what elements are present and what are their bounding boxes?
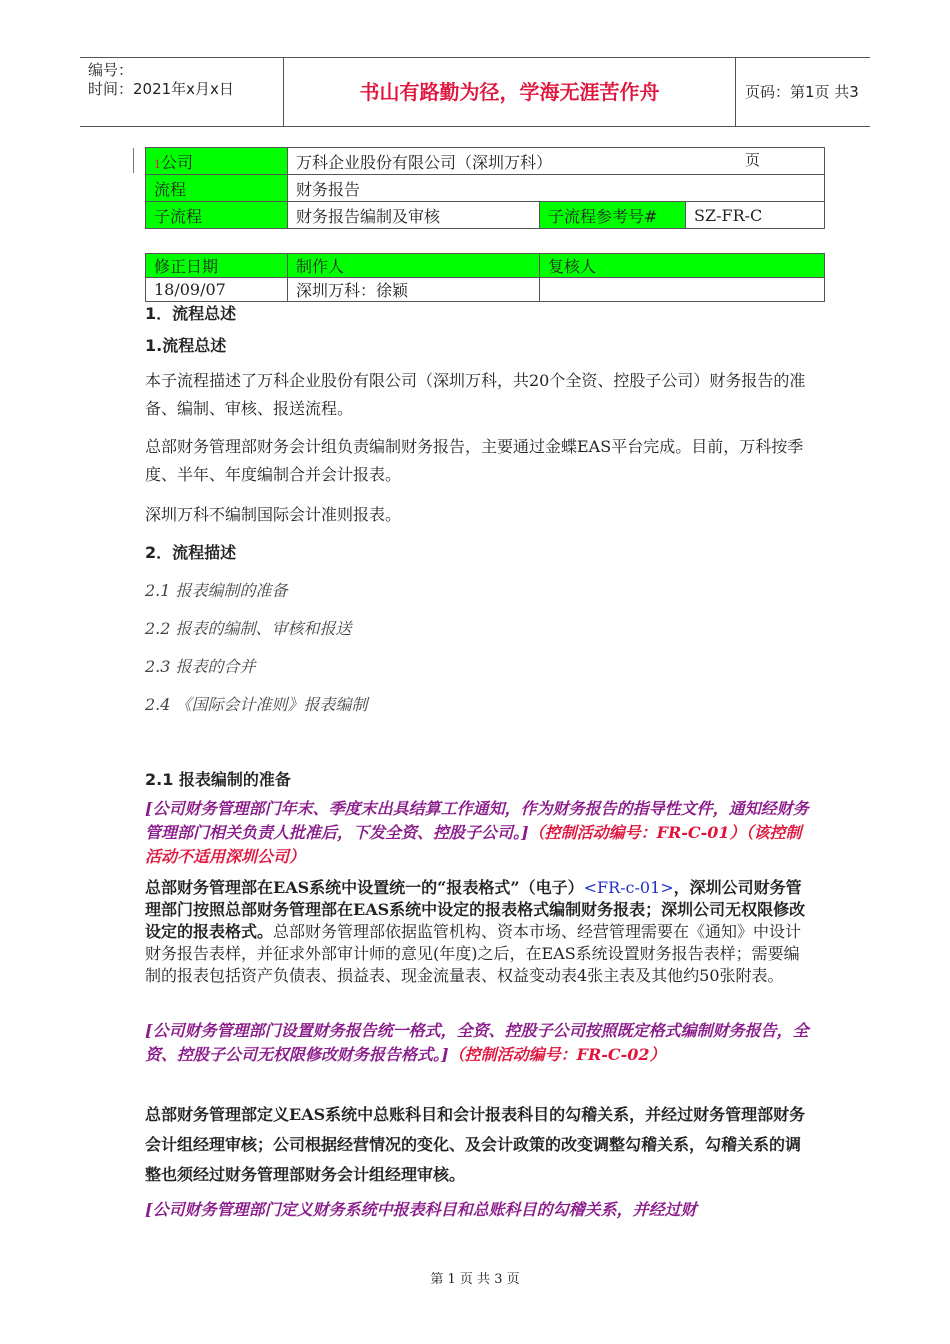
control-code-1: （控制活动编号：FR-C-01）（该控制活动不适用深圳公司） [145,823,802,866]
revision-reviewer-label: 复核人 [540,254,825,278]
revision-reviewer-value [540,278,825,302]
toc-item-2-1: 2.1 报表编制的准备 [145,581,288,600]
toc-item-2-4: 2.4 《国际会计准则》报表编制 [145,695,368,714]
header-motto: 书山有路勤为径，学海无涯苦作舟 [284,58,736,126]
revision-author-value: 深圳万科：徐颖 [288,278,540,302]
company-marker: 1 [154,157,161,171]
revision-date-label: 修正日期 [146,254,288,278]
ref-value: SZ-FR-C [686,202,825,229]
company-value: 万科企业股份有限公司（深圳万科） [288,148,825,175]
control-code-2: （控制活动编号：FR-C-02） [448,1045,666,1064]
subprocess-value: 财务报告编制及审核 [288,202,540,229]
revision-author-label: 制作人 [288,254,540,278]
margin-marker [133,148,134,173]
document-number: 编号： [88,61,134,79]
control-activity-partial: [公司财务管理部门定义财务系统中报表科目和总账科目的勾稽关系，并经过财 [145,1200,697,1219]
report-format-text-a: 总部财务管理部在EAS系统中设置统一的“报表格式”（电子） [145,878,584,897]
heading-overview-1: 1．流程总述 [145,304,237,323]
ref-label: 子流程参考号# [540,202,686,229]
revision-date-value: 18/09/07 [146,278,288,302]
paragraph-overview-3: 深圳万科不编制国际会计准则报表。 [145,505,402,524]
revision-table [145,253,825,302]
header-meta [80,58,284,126]
header-page-number: 页码：第1页 共3页 [745,83,859,169]
paragraph-overview-2: 总部财务管理部财务会计组负责编制财务报告，主要通过金蝶EAS平台完成。目前，万科按季度、半年、年度编制合并会计报表。 [145,437,804,484]
process-label: 流程 [146,175,288,202]
process-info-table [145,147,825,229]
control-text-1: [公司财务管理部门年末、季度末出具结算工作通知，作为财务报告的指导性文件，通知经财务管理部门相关负责人批准后，下发全资、控股子公司。] [145,799,809,842]
toc-item-2-3: 2.3 报表的合并 [145,657,256,676]
report-format-ref-link: <FR-c-01> [583,878,674,897]
heading-description: 2．流程描述 [145,543,237,562]
heading-section-2-1: 2.1 报表编制的准备 [145,770,291,789]
subprocess-label: 子流程 [146,202,288,229]
heading-overview-2: 1.流程总述 [145,336,227,355]
control-activity-fr-c-02 [145,1019,813,1067]
report-format-text-b: ，深圳公司财务管理部门按照总部财务管理部在EAS系统中设定的报表格式编制财务报表；深圳公司无权限修改设定的报表格式。 [145,878,806,941]
control-activity-fr-c-01 [145,797,813,869]
company-label-cell [146,148,288,175]
page-footer: 第 1 页 共 3 页 [430,1272,520,1287]
control-text-2: [公司财务管理部门设置财务报告统一格式，全资、控股子公司按照既定格式编制财务报告，全资、控股子公司无权限修改财务报告格式。] [145,1021,809,1064]
paragraph-overview-1: 本子流程描述了万科企业股份有限公司（深圳万科，共20个全资、控股子公司）财务报告的准备、编制、审核、报送流程。 [145,371,806,418]
paragraph-reconciliation: 总部财务管理部定义EAS系统中总账科目和会计报表科目的勾稽关系，并经过财务管理部财务会计组经理审核；公司根据经营情况的变化、及会计政策的改变调整勾稽关系，勾稽关系的调整也须经过财务管理部财务会计组经理审核。 [145,1105,806,1184]
company-label: 公司 [161,152,194,172]
process-value: 财务报告 [288,175,825,202]
paragraph-report-format [145,877,813,987]
toc-item-2-2: 2.2 报表的编制、审核和报送 [145,619,352,638]
report-format-text-c: 总部财务管理部依据监管机构、资本市场、经营管理需要在《通知》中设计财务报告表样，并征求外部审计师的意见(年度)之后，在EAS系统设置财务报告表样；需要编制的报表包括资产负债表、损益表、现金流量表、权益变动表4张主表及其他约50张附表。 [145,922,802,985]
document-time: 时间：2021年x月x日 [88,80,234,98]
